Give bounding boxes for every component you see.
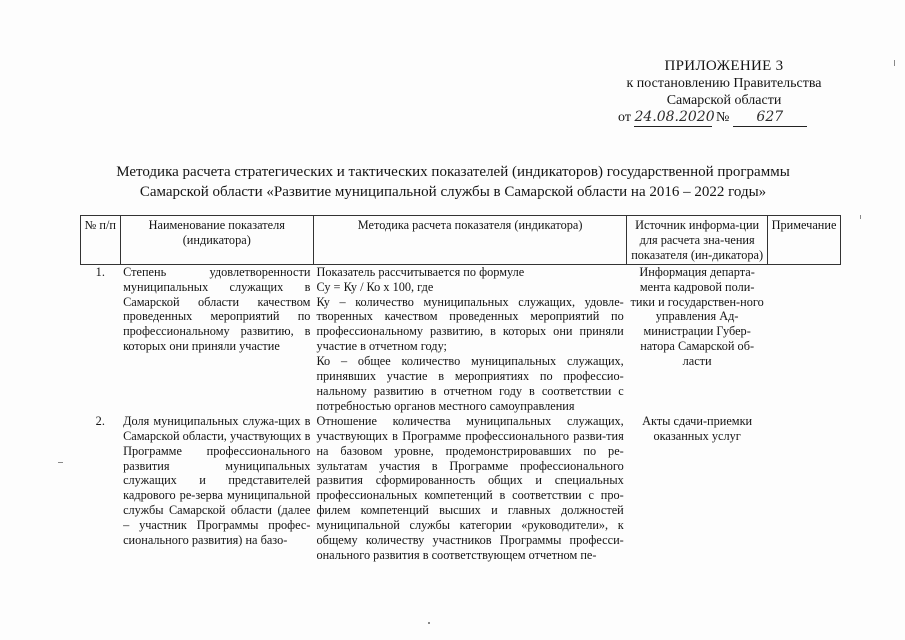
appendix-line-1: к постановлению Правительства: [626, 76, 822, 91]
method-paragraph: Отношение количества муниципальных служащих, участвующих в Программе профессионального разви-тия на базовом уровне, продемонстрировавших по ре-зультатам участия в Программе профессионального развития сформированность общих и специальных профессиональных компетенций в соответствии с про-филем компетенций высших и главных должностей муниципальной службы категории «руководители», к общему количеству участников Программы професси-онального развития в соответствующем отчетном пе-: [316, 413, 624, 562]
appendix-date-line: [618, 109, 858, 127]
appendix-title: ПРИЛОЖЕНИЕ 3: [664, 58, 784, 74]
scan-mark: [58, 462, 63, 463]
table-row: [81, 414, 841, 563]
method-paragraph: Показатель рассчитывается по формуле: [316, 264, 525, 279]
heading-line-2: Самарской области «Развитие муниципальной службы в Самарской области на 2016 – 2022 годы»: [139, 184, 767, 200]
method-paragraph: Ко – общее количество муниципальных служащих, принявших участие в мероприятиях по профессио-нальному развитию в отчетном году в соответствии с потребностью органов местного самоуправления: [316, 354, 624, 413]
indicator-name: Степень удовлетворенности муниципальных служащих в Самарской области качеством проведенных мероприятий по профессиональному развитию, в которых они приняли участие: [123, 264, 311, 354]
scan-mark: [860, 215, 861, 219]
scan-mark: [894, 60, 895, 66]
table-header-row: [81, 216, 841, 265]
indicator-name: Доля муниципальных служа-щих в Самарской области, участвующих в Программе профессионального развития муниципальных служащих и представителей кадрового ре-зерва муниципальной службы Самарской области (далее – участник Программы профес-сионального развития) на базо-: [123, 413, 311, 548]
appendix-block: [590, 58, 858, 127]
row-number: 2.: [95, 413, 105, 428]
handwritten-date: 24.08.2020: [634, 109, 715, 125]
document-heading: [60, 162, 846, 202]
method-paragraph: Ку – количество муниципальных служащих, удовле-творенных качеством проведенных мероприятий по профессиональному развитию, в которых они приняли участие в отчетном году;: [316, 294, 624, 354]
note-cell: [768, 414, 841, 563]
method-cell: [313, 264, 626, 414]
header-method: Методика расчета показателя (индикатора): [313, 216, 626, 265]
method-formula: Су = Ку / Ко х 100, где: [316, 279, 434, 294]
handwritten-number: 627: [733, 109, 807, 127]
header-note: Примечание: [768, 216, 841, 265]
number-prefix: №: [715, 110, 730, 125]
header-num: № п/п: [81, 216, 121, 265]
row-number: 1.: [95, 264, 105, 279]
appendix-line-2: Самарской области: [666, 93, 782, 108]
header-name: Наименование показателя (индикатора): [120, 216, 313, 265]
date-prefix: от: [618, 110, 631, 125]
method-cell: [313, 414, 626, 563]
heading-line-1: Методика расчета стратегических и тактических показателей (индикаторов) государственной программы: [116, 164, 790, 180]
scan-mark: [428, 622, 430, 624]
source-cell: Информация департа-мента кадровой поли-тики и государствен-ного управления Ад-министрации Губер-натора Самарской об-ласти: [630, 264, 764, 369]
header-source: Источник информа-ции для расчета зна-чения показателя (ин-дикатора): [627, 216, 768, 265]
table-row: [81, 264, 841, 414]
source-cell: Акты сдачи-приемки оказанных услуг: [642, 413, 753, 443]
indicator-table: [80, 215, 841, 563]
note-cell: [768, 264, 841, 414]
